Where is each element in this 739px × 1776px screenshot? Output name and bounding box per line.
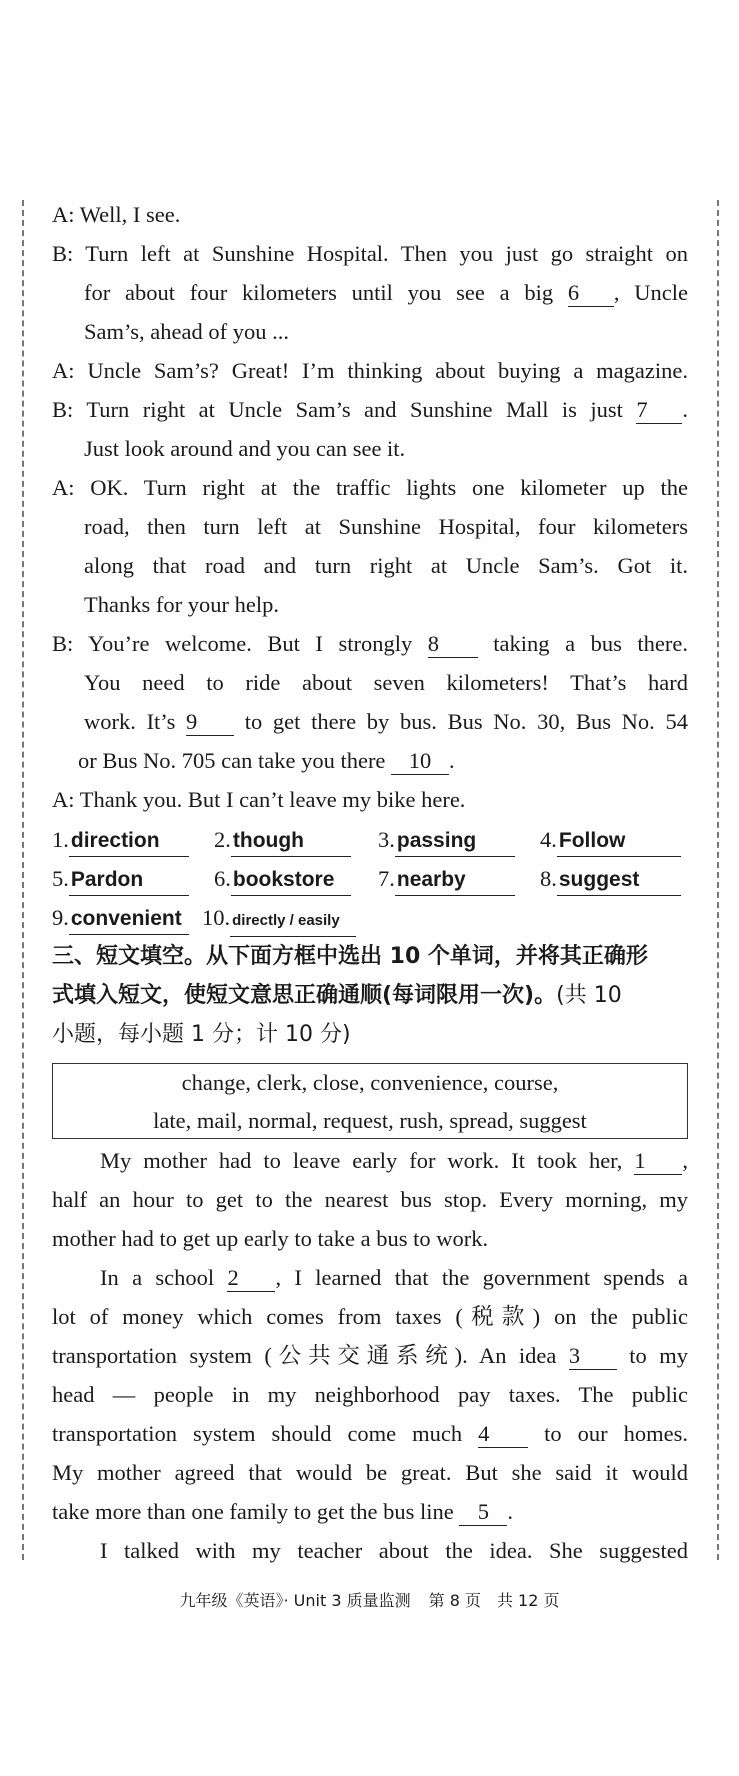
passage-line: head — people in my neighborhood pay taxes. The public [52,1382,688,1407]
dialogue-line: B: Turn right at Uncle Sam’s and Sunshine Mall is just 7 . [52,397,688,422]
answer-word: Follow [557,826,681,857]
blank-9: 9 [186,709,234,736]
blank-7: 7 [636,397,682,424]
section-title: 小题，每小题 1 分；计 10 分) [52,1022,351,1047]
passage-line: In a school 2 , I learned that the government spends a [100,1265,688,1290]
blank-3: 3 [569,1343,617,1370]
dialogue-line: A: OK. Turn right at the traffic lights one kilometer up the [52,475,688,500]
answer-item: 4.Follow [540,820,681,859]
answer-word: passing [395,826,515,857]
dialogue-line: B: Turn left at Sunshine Hospital. Then you just go straight on [52,241,688,266]
passage-line: lot of money which comes from taxes (税款) on the public [52,1304,688,1329]
page-footer [0,1588,739,1611]
answer-word: though [231,826,351,857]
answer-row [52,859,688,899]
word-box [52,1063,688,1139]
answer-item: 8.suggest [540,859,681,898]
passage-line: mother had to get up early to take a bus to work. [52,1226,489,1251]
blank-4: 4 [478,1421,528,1448]
passage-line: transportation system (公共交通系统). An idea 3 to my [52,1343,688,1368]
dialogue-line: or Bus No. 705 can take you there 10 . [78,748,455,773]
passage-line: My mother agreed that would be great. But she said it would [52,1460,688,1485]
page-number: 第 8 页 共 12 页 [428,1591,560,1610]
word-box-row: change, clerk, close, convenience, course, [181,1070,559,1095]
dialogue-line: for about four kilometers until you see a big 6 , Uncle [84,280,689,305]
passage-line: My mother had to leave early for work. It took her, 1 , [100,1148,688,1173]
dialogue-line: road, then turn left at Sunshine Hospital, four kilometers [84,514,688,539]
blank-6: 6 [568,280,614,307]
blank-8: 8 [428,631,478,658]
section-title: 三、短文填空。从下面方框中选出 10 个单词，并将其正确形 [52,944,648,969]
dialogue-line: A: Well, I see. [52,202,181,227]
dialogue-line: Thanks for your help. [84,592,279,617]
dialogue-line: Just look around and you can see it. [84,436,406,461]
answer-word: Pardon [69,865,189,896]
dialogue-line: B: You’re welcome. But I strongly 8 taking a bus there. [52,631,688,656]
answer-word: nearby [395,865,515,896]
blank-1: 1 [634,1148,682,1175]
answer-item: 1.direction [52,820,189,859]
answer-item: 9.convenient [52,898,189,937]
word-box-row: late, mail, normal, request, rush, spread, suggest [153,1108,587,1133]
passage-line: transportation system should come much 4 to our homes. [52,1421,688,1446]
blank-10: 10 [391,748,449,775]
answer-item: 7.nearby [378,859,515,898]
answer-word: suggest [557,865,681,896]
right-binding-line [717,200,719,1560]
answer-word: convenient [69,904,189,935]
passage-line: half an hour to get to the nearest bus stop. Every morning, my [52,1187,688,1212]
answer-row [52,898,688,938]
dialogue-line: You need to ride about seven kilometers! That’s hard [84,670,688,695]
passage-line: take more than one family to get the bus line 5 . [52,1499,514,1524]
left-binding-line [22,200,24,1560]
answer-item: 5.Pardon [52,859,189,898]
answer-item: 10. directly / easily [202,898,356,937]
footer-title: 九年级《英语》· Unit 3 质量监测 [179,1591,411,1610]
blank-2: 2 [227,1265,275,1292]
dialogue-line: A: Uncle Sam’s? Great! I’m thinking about buying a magazine. [52,358,688,383]
dialogue-line: A: Thank you. But I can’t leave my bike here. [52,787,466,812]
passage-line: I talked with my teacher about the idea. She suggested [100,1538,688,1563]
section-title: 式填入短文，使短文意思正确通顺(每词限用一次)。(共 10 [52,983,622,1008]
answer-item: 3.passing [378,820,515,859]
dialogue-line: Sam’s, ahead of you ... [84,319,289,344]
answer-word: directly / easily [230,906,356,937]
dialogue-line: along that road and turn right at Uncle Sam’s. Got it. [84,553,688,578]
answer-row [52,820,688,860]
answer-word: bookstore [231,865,351,896]
dialogue-line: work. It’s 9 to get there by bus. Bus No. 30, Bus No. 54 [84,709,688,734]
blank-5: 5 [459,1499,507,1526]
answer-word: direction [69,826,189,857]
answer-item: 6.bookstore [214,859,351,898]
answer-item: 2.though [214,820,351,859]
